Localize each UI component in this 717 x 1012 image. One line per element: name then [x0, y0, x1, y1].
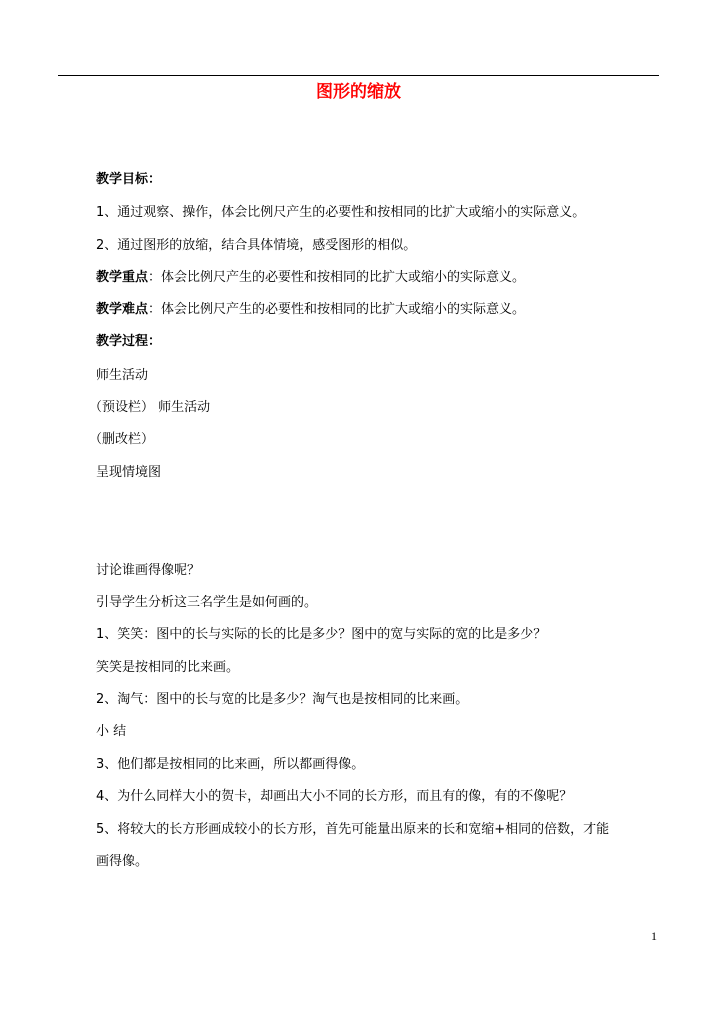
- discuss-question: 讨论谁画得像呢？: [96, 563, 201, 578]
- page-number: 1: [651, 929, 657, 943]
- summary-label: 小 结: [96, 724, 127, 739]
- guide-text: 引导学生分析这三名学生是如何画的。: [96, 595, 318, 610]
- item-3: 3、他们都是按相同的比来画，所以都画得像。: [96, 757, 365, 772]
- item-5: 5、将较大的长方形画成较小的长方形，首先可能量出原来的长和宽缩+相同的倍数，才能: [96, 822, 610, 837]
- goal-2: 2、通过图形的放缩，结合具体情境，感受图形的相似。: [96, 238, 417, 253]
- preset-column-label: （预设栏） 师生活动: [89, 400, 211, 415]
- difficulty-point: [96, 300, 525, 320]
- process-heading: 教学过程：: [96, 334, 162, 349]
- item-2: 2、淘气：图中的长与宽的比是多少？淘气也是按相同的比来画。: [96, 692, 469, 707]
- show-scene: 呈现情境图: [96, 465, 162, 480]
- edit-column-label: （删改栏）: [89, 432, 155, 447]
- item-1: 1、笑笑：图中的长与实际的长的比是多少？图中的宽与实际的宽的比是多少？: [96, 627, 547, 642]
- header-rule: [58, 75, 659, 76]
- item-5-continued: 画得像。: [96, 854, 149, 869]
- goal-1: 1、通过观察、操作，体会比例尺产生的必要性和按相同的比扩大或缩小的实际意义。: [96, 205, 586, 220]
- key-point-text: ：体会比例尺产生的必要性和按相同的比扩大或缩小的实际意义。: [148, 270, 526, 285]
- goals-heading: 教学目标：: [96, 172, 162, 187]
- difficulty-point-text: ：体会比例尺产生的必要性和按相同的比扩大或缩小的实际意义。: [148, 302, 526, 317]
- item-4: 4、为什么同样大小的贺卡，却画出大小不同的长方形，而且有的像，有的不像呢？: [96, 789, 573, 804]
- difficulty-point-label: 教学难点: [96, 302, 149, 317]
- activity-label: 师生活动: [96, 368, 149, 383]
- document-title: 图形的缩放: [316, 82, 401, 102]
- key-point: [96, 268, 525, 288]
- item-1-note: 笑笑是按相同的比来画。: [96, 660, 240, 675]
- key-point-label: 教学重点: [96, 270, 149, 285]
